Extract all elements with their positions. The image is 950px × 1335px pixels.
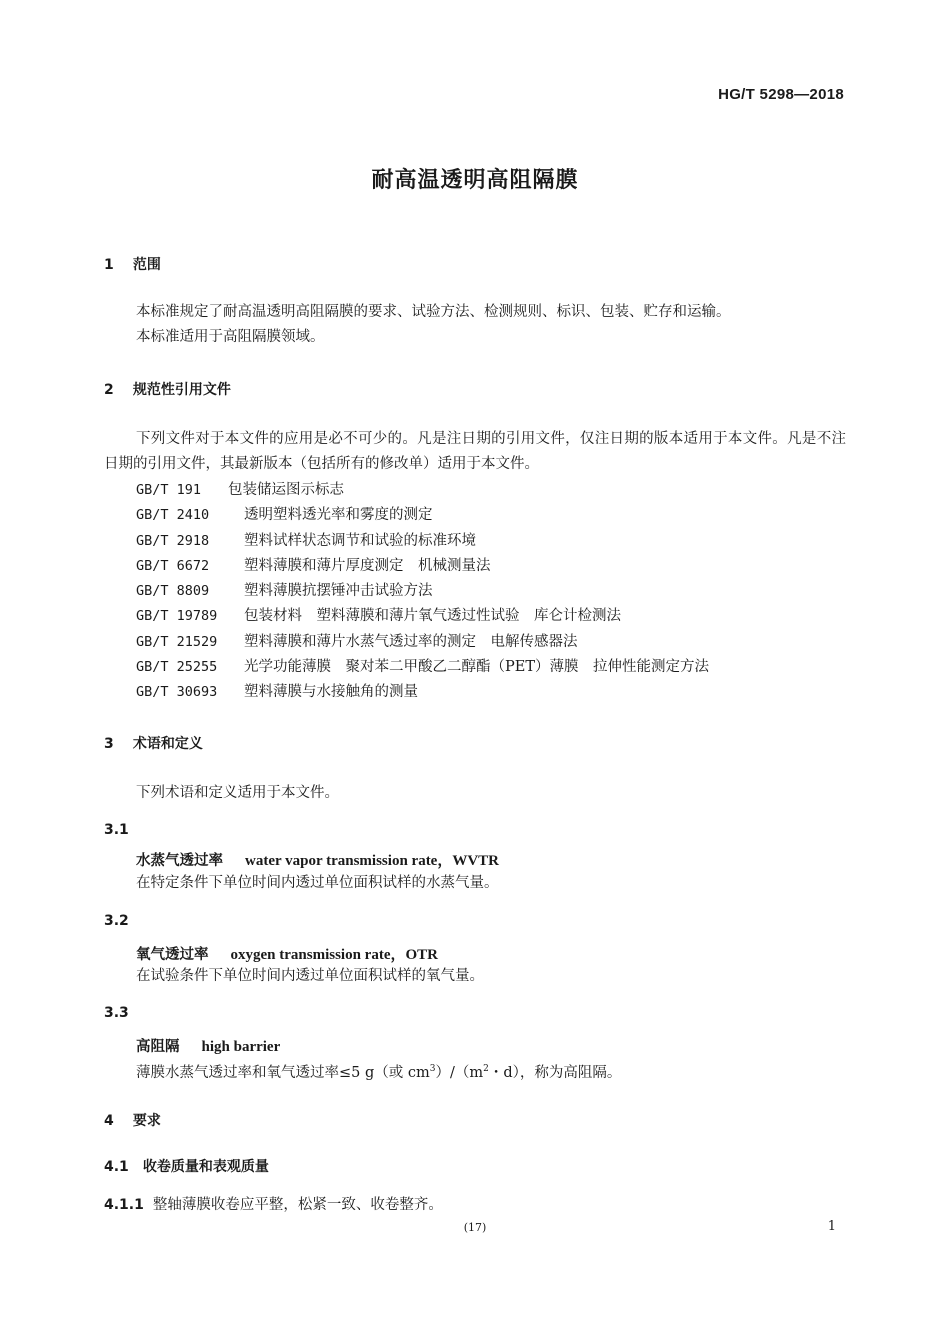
- reference-item: [136, 554, 709, 579]
- term-3-1-title: [136, 849, 499, 870]
- reference-title: 塑料薄膜和薄片水蒸气透过率的测定 电解传感器法: [244, 633, 578, 650]
- superscript-3: 3: [429, 1064, 436, 1074]
- section-title: 收卷质量和表观质量: [142, 1159, 269, 1175]
- page-number-right: 1: [827, 1219, 836, 1234]
- definition-part: 薄膜水蒸气透过率和氧气透过率≤5 g（或 cm: [136, 1064, 430, 1081]
- term-3-1-definition: 在特定条件下单位时间内透过单位面积试样的水蒸气量。: [136, 875, 499, 891]
- term-3-2-definition: 在试验条件下单位时间内透过单位面积试样的氧气量。: [136, 968, 484, 984]
- reference-title: 包装材料 塑料薄膜和薄片氧气透过性试验 库仑计检测法: [244, 608, 621, 625]
- term-english: high barrier: [201, 1039, 281, 1055]
- reference-item: [136, 478, 709, 503]
- section-number: 1: [104, 257, 114, 273]
- reference-title: 光学功能薄膜 聚对苯二甲酸乙二醇酯（PET）薄膜 拉伸性能测定方法: [244, 659, 710, 676]
- section-4-heading: [104, 1110, 161, 1130]
- reference-item: [136, 630, 709, 655]
- term-3-2-number: 3.2: [104, 913, 129, 929]
- reference-code: GB/T 2918: [136, 532, 210, 549]
- reference-code: GB/T 191: [136, 482, 202, 498]
- reference-item: [136, 680, 709, 705]
- reference-item: [136, 604, 709, 629]
- term-3-3-definition: [136, 1057, 621, 1086]
- reference-code: GB/T 21529: [136, 633, 218, 650]
- term-chinese: 高阻隔: [136, 1039, 180, 1055]
- references-intro: 下列文件对于本文件的应用是必不可少的。凡是注日期的引用文件，仅注日期的版本适用于本文件。凡是不注日期的引用文件，其最新版本（包括所有的修改单）适用于本文件。: [104, 431, 846, 472]
- term-3-3-title: [136, 1035, 280, 1056]
- term-english: water vapor transmission rate，WVTR: [245, 853, 500, 869]
- section-4-1-heading: [104, 1156, 269, 1176]
- reference-code: GB/T 8809: [136, 583, 210, 600]
- section-title: 规范性引用文件: [132, 382, 231, 398]
- section-number: 3: [104, 736, 114, 752]
- reference-item: [136, 503, 709, 528]
- reference-code: GB/T 19789: [136, 608, 218, 625]
- term-chinese: 水蒸气透过率: [136, 853, 223, 869]
- reference-title: 包装储运图示标志: [228, 482, 344, 498]
- reference-title: 塑料薄膜抗摆锤冲击试验方法: [244, 583, 433, 600]
- section-4-1-1: [104, 1193, 443, 1214]
- scope-paragraph-1: 本标准规定了耐高温透明高阻隔膜的要求、试验方法、检测规则、标识、包装、贮存和运输。: [136, 304, 731, 320]
- reference-code: GB/T 2410: [136, 507, 210, 524]
- reference-item: [136, 579, 709, 604]
- section-number: 2: [104, 382, 114, 398]
- section-title: 范围: [132, 257, 161, 273]
- reference-code: GB/T 6672: [136, 557, 210, 574]
- term-3-3-number: 3.3: [104, 1005, 129, 1021]
- section-number: 4.1.1: [104, 1197, 144, 1213]
- reference-code: GB/T 30693: [136, 684, 218, 701]
- section-title: 术语和定义: [132, 736, 203, 752]
- clause-text: 整轴薄膜收卷应平整，松紧一致、收卷整齐。: [152, 1197, 443, 1213]
- page-number-center: (17): [463, 1221, 487, 1234]
- standard-code: HG/T 5298—2018: [718, 86, 844, 103]
- reference-list: [136, 478, 709, 706]
- term-3-2-title: [136, 943, 438, 964]
- reference-item: [136, 529, 709, 554]
- scope-paragraph-2: 本标准适用于高阻隔膜领域。: [136, 329, 325, 345]
- reference-title: 透明塑料透光率和雾度的测定: [244, 507, 433, 524]
- section-number: 4: [104, 1113, 114, 1129]
- reference-code: GB/T 25255: [136, 659, 218, 676]
- term-english: oxygen transmission rate，OTR: [230, 947, 438, 963]
- reference-item: [136, 655, 709, 680]
- reference-title: 塑料薄膜与水接触角的测量: [244, 684, 418, 701]
- superscript-2: 2: [483, 1064, 489, 1074]
- section-1-heading: [104, 254, 161, 274]
- terms-intro: 下列术语和定义适用于本文件。: [136, 785, 339, 801]
- section-2-heading: [104, 379, 231, 399]
- reference-title: 塑料试样状态调节和试验的标准环境: [244, 532, 476, 549]
- section-title: 要求: [132, 1113, 161, 1129]
- term-chinese: 氧气透过率: [136, 947, 209, 963]
- definition-part: ）/（m: [435, 1064, 484, 1081]
- section-3-heading: [104, 733, 203, 753]
- document-title: 耐高温透明高阻隔膜: [371, 168, 579, 193]
- section-number: 4.1: [104, 1159, 129, 1175]
- reference-title: 塑料薄膜和薄片厚度测定 机械测量法: [244, 557, 491, 574]
- definition-part: ・d），称为高阻隔。: [488, 1064, 622, 1081]
- term-3-1-number: 3.1: [104, 822, 129, 838]
